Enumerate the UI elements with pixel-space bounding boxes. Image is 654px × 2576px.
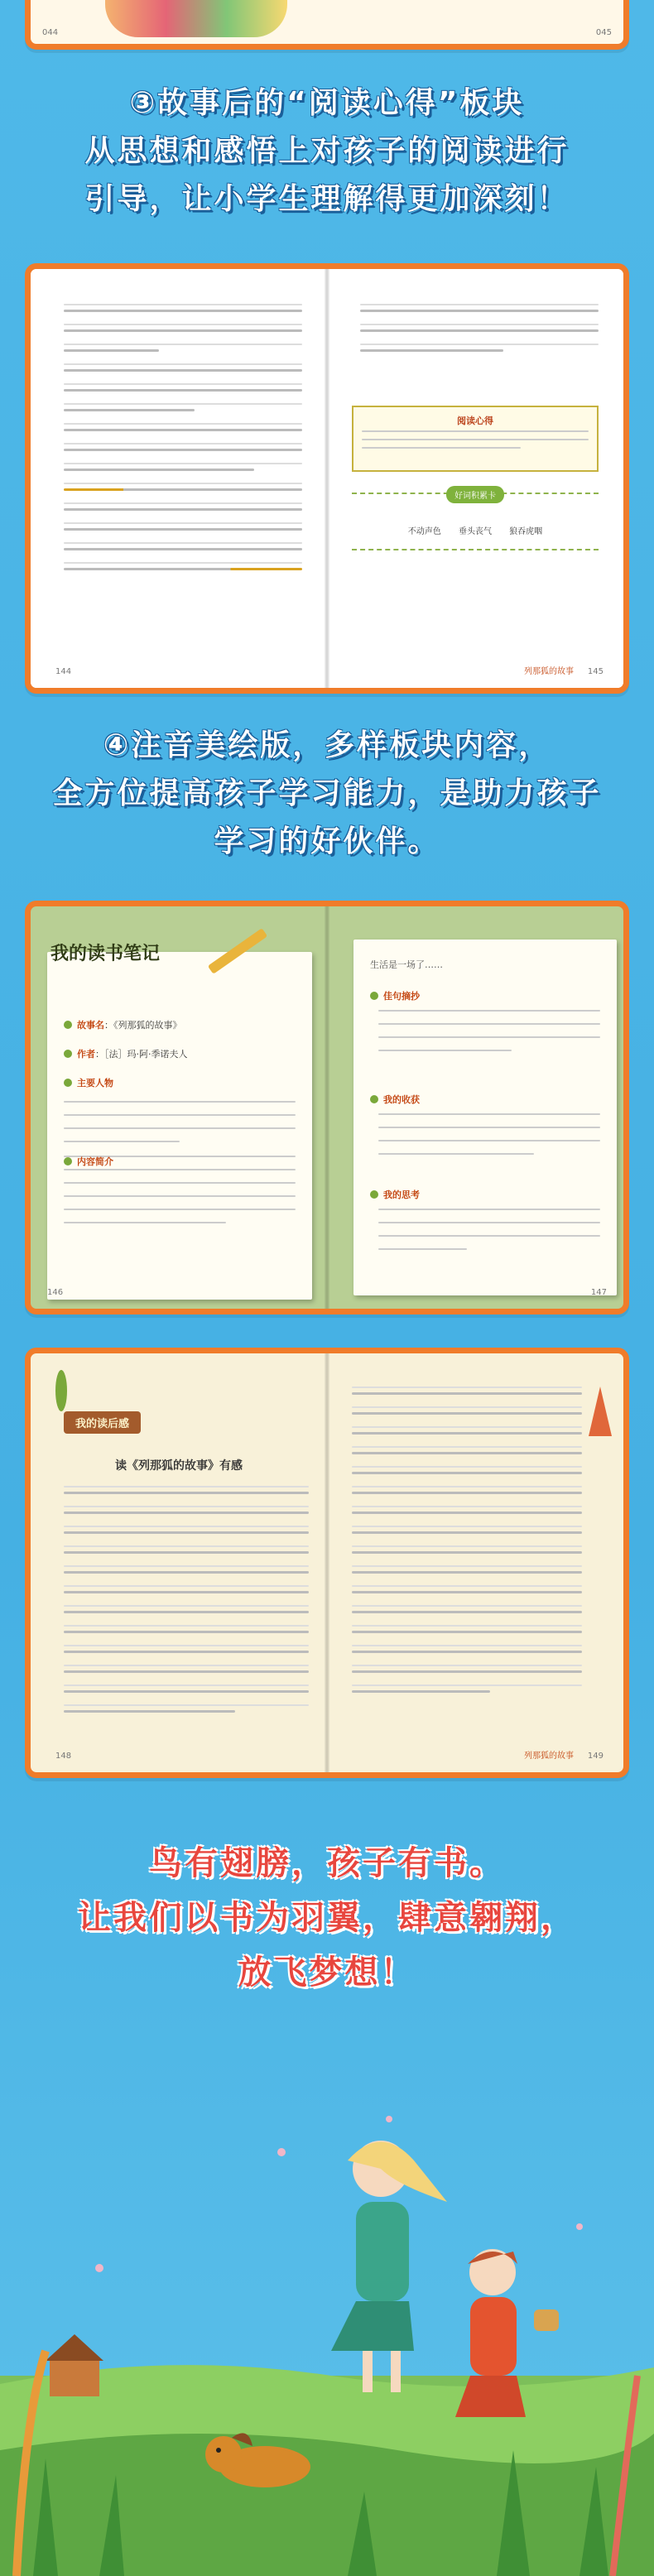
spread1-right-text xyxy=(360,304,599,363)
spread3-spine xyxy=(325,1353,329,1772)
book-name-row: 故事名：《列那狐的故事》 xyxy=(64,1018,182,1031)
book-spread-reading-worksheet xyxy=(25,901,629,1314)
spread3-left-text xyxy=(64,1486,309,1724)
spread2-left-page-number: 146 xyxy=(47,1288,64,1297)
vocab-keyword: 狼吞虎咽 xyxy=(509,527,543,536)
reading-notes-box xyxy=(352,406,599,472)
essay-title: 读《列那狐的故事》有感 xyxy=(115,1459,243,1473)
takeaways-section: 我的收获 xyxy=(370,1093,420,1106)
closing-line-2: 让我们以书为羽翼，肆意翱翔， xyxy=(78,1899,576,1937)
book-spread-reading-notes xyxy=(25,263,629,694)
spread1-footer-label: 列那狐的故事 xyxy=(524,667,574,676)
closing-line-3: 放飞梦想！ xyxy=(238,1954,416,1992)
house xyxy=(46,2334,103,2396)
worksheet-title: 我的读书笔记 xyxy=(50,944,161,964)
author-row: 作者：［法］玛·阿·季诺夫人 xyxy=(64,1047,188,1060)
notepaper-left xyxy=(47,952,312,1300)
top-right-page-number: 045 xyxy=(595,28,612,37)
closing-headline xyxy=(0,1836,654,2000)
spread3-right-text xyxy=(352,1387,582,1704)
vocab-keyword: 垂头丧气 xyxy=(459,527,492,536)
leaf-decoration xyxy=(55,1370,67,1411)
basket xyxy=(534,2309,559,2331)
reading-notes-title: 阅读心得 xyxy=(457,416,493,426)
spread3-right-page-number: 149 xyxy=(587,1752,604,1761)
characters-row: 主要人物 xyxy=(64,1076,113,1089)
spread1-left-page xyxy=(31,269,327,688)
spread3-footer-label: 列那狐的故事 xyxy=(524,1752,574,1761)
worksheet-left-lines xyxy=(64,1101,296,1235)
section3-headline xyxy=(0,79,654,223)
book-spread-book-report xyxy=(25,1348,629,1778)
spread2-spine xyxy=(325,906,329,1309)
girl-blonde xyxy=(331,2141,447,2392)
section4-headline xyxy=(0,722,654,866)
section4-line-1: ④注音美绘版，多样板块内容， xyxy=(103,728,551,762)
vocab-card xyxy=(352,493,599,550)
vocab-keyword: 不动声色 xyxy=(407,527,441,536)
reflections-section: 我的思考 xyxy=(370,1188,420,1201)
quotes-section: 佳句摘抄 xyxy=(370,989,420,1002)
spread1-right-page xyxy=(327,269,623,688)
section3-line-3: 引导，让小学生理解得更加深刻！ xyxy=(84,182,570,216)
report-title: 我的读后感 xyxy=(75,1418,130,1430)
content-row: 内容简介 xyxy=(64,1155,113,1168)
section3-line-1: ③故事后的“阅读心得”板块 xyxy=(129,86,525,120)
vocab-card-badge: 好词积累卡 xyxy=(446,486,504,503)
section4-line-2: 全方位提高孩子学习能力，是助力孩子 xyxy=(52,776,602,810)
closing-line-1: 鸟有翅膀，孩子有书。 xyxy=(149,1844,505,1882)
top-book-spread xyxy=(25,0,629,50)
notepaper-right xyxy=(353,940,617,1295)
cartoon-illustration xyxy=(105,0,287,37)
tree-decoration xyxy=(589,1387,612,1436)
children-illustration xyxy=(0,2103,654,2576)
spread1-left-text xyxy=(64,304,302,582)
floating-petals xyxy=(95,2116,583,2272)
meadow-scene xyxy=(0,2103,654,2576)
top-left-page-number: 044 xyxy=(42,28,59,37)
section4-line-3: 学习的好伙伴。 xyxy=(214,824,440,858)
spread3-left-page-number: 148 xyxy=(55,1752,72,1761)
spread1-spine xyxy=(325,269,329,688)
report-title-banner xyxy=(64,1411,141,1434)
spread2-right-page-number: 147 xyxy=(590,1288,607,1297)
worksheet-right-header: 生活是一场了…… xyxy=(370,959,443,970)
spread1-left-page-number: 144 xyxy=(55,667,72,676)
spread1-right-page-number: 145 xyxy=(587,667,604,676)
section3-line-2: 从思想和感悟上对孩子的阅读进行 xyxy=(84,134,570,168)
